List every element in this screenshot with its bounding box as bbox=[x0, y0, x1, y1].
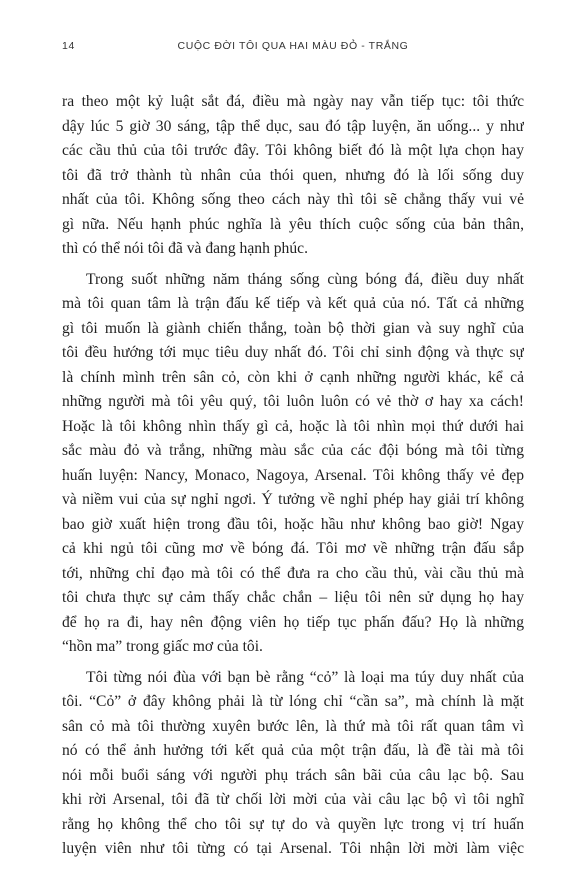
body-text bbox=[62, 90, 524, 868]
text-line: cả khi ngủ tôi cũng mơ về bóng đá. Tôi mơ về những trận đấu sắp bbox=[62, 540, 524, 557]
text-line: rằng họ không thể cho tôi sự tự do và quyền lực trong vị trí huấn bbox=[62, 815, 524, 833]
text-line: và niềm vui của sự nghỉ ngơi. Ý tưởng về nghỉ phép hay giải trí không bbox=[62, 491, 524, 508]
text-line: tôi đều hướng tới mục tiêu duy nhất đó. Tôi chỉ sinh động và thực sự bbox=[62, 344, 524, 361]
paragraph-1 bbox=[62, 90, 524, 262]
text-line: Trong suốt những năm tháng sống cùng bóng đá, điều duy nhất bbox=[86, 270, 524, 288]
text-line: thì có thể nói tôi đã và đang hạnh phúc. bbox=[62, 240, 308, 257]
text-line: tới, những chỉ đạo mà tôi có thể đưa ra cho cầu thủ, vài cầu thủ mà bbox=[62, 564, 524, 582]
text-line: sân cỏ mà tôi thường xuyên bước lên, là thứ mà tôi rất quan tâm vì bbox=[62, 717, 524, 735]
text-line: tôi đã trở thành tù nhân của thói quen, nhưng đó là lối sống duy bbox=[62, 166, 524, 184]
running-title: CUỘC ĐỜI TÔI QUA HAI MÀU ĐỎ - TRẮNG bbox=[177, 40, 409, 52]
text-line: gì tôi muốn là giành chiến thắng, toàn bộ thời gian và suy nghĩ của bbox=[62, 319, 524, 337]
paragraph-3 bbox=[62, 666, 524, 862]
paragraph-2 bbox=[62, 268, 524, 660]
text-line: mà tôi quan tâm là trận đấu kế tiếp và kết quả của nó. Tất cả những bbox=[62, 295, 524, 312]
text-line: nói mỗi buổi sáng với người phụ trách sân bãi của câu lạc bộ. Sau bbox=[62, 766, 524, 784]
text-line: dậy lúc 5 giờ 30 sáng, tập thể dục, sau đó tập luyện, ăn uống... y như bbox=[62, 117, 524, 135]
text-line: sắc màu đỏ và trắng, những màu sắc của các đội bóng mà tôi từng bbox=[62, 442, 524, 459]
text-line: “hồn ma” trong giấc mơ của tôi. bbox=[62, 638, 263, 655]
text-line: là chính mình trên sân cỏ, còn khi ở cạnh những người khác, kể cả bbox=[62, 368, 524, 386]
text-line: gì nữa. Nếu hạnh phúc nghĩa là yêu thích cuộc sống của bản thân, bbox=[62, 215, 524, 233]
text-line: Tôi từng nói đùa với bạn bè rằng “cỏ” là loại ma túy duy nhất của bbox=[86, 668, 524, 686]
text-line: tôi. “Cỏ” ở đây không phải là từ lóng chỉ “cần sa”, mà chính là mặt bbox=[62, 693, 524, 710]
text-line: khi rời Arsenal, tôi đã từ chối lời mời của vài câu lạc bộ vì tôi nghĩ bbox=[62, 791, 524, 808]
text-line: ra theo một kỷ luật sắt đá, điều mà ngày nay vẫn tiếp tục: tôi thức bbox=[62, 93, 524, 110]
text-line: Hoặc là tôi không nhìn thấy gì cả, hoặc là tôi nhìn mọi thứ dưới hai bbox=[62, 417, 524, 435]
page-header bbox=[62, 40, 524, 54]
text-line: những người mà tôi yêu quý, tôi luôn luôn có vẻ thờ ơ hay xa cách! bbox=[62, 393, 524, 410]
text-line: để họ ra đi, hay nên động viên họ tiếp tục phấn đấu? Họ là những bbox=[62, 613, 524, 631]
text-line: các cầu thủ của tôi trước đây. Tôi không biết đó là một lựa chọn hay bbox=[62, 142, 524, 159]
text-line: bao giờ xuất hiện trong đầu tôi, hoặc hầu như không bao giờ! Ngay bbox=[62, 515, 524, 533]
text-line: nó có thể ảnh hưởng tới kết quả của một trận đấu, là đề tài mà tôi bbox=[62, 742, 524, 759]
text-line: huấn luyện: Nancy, Monaco, Nagoya, Arsenal. Tôi không thấy vẻ đẹp bbox=[62, 466, 524, 484]
text-line: luyện viên như tôi từng có tại Arsenal. Tôi nhận lời mời làm việc bbox=[62, 840, 524, 857]
text-line: tôi chưa thực sự cảm thấy chắc chắn – liệu tôi nên sử dụng họ hay bbox=[62, 589, 524, 606]
page-number: 14 bbox=[62, 40, 75, 52]
text-line: nhất của tôi. Không sống theo cách này thì tôi sẽ chẳng thấy vui vẻ bbox=[62, 191, 524, 208]
